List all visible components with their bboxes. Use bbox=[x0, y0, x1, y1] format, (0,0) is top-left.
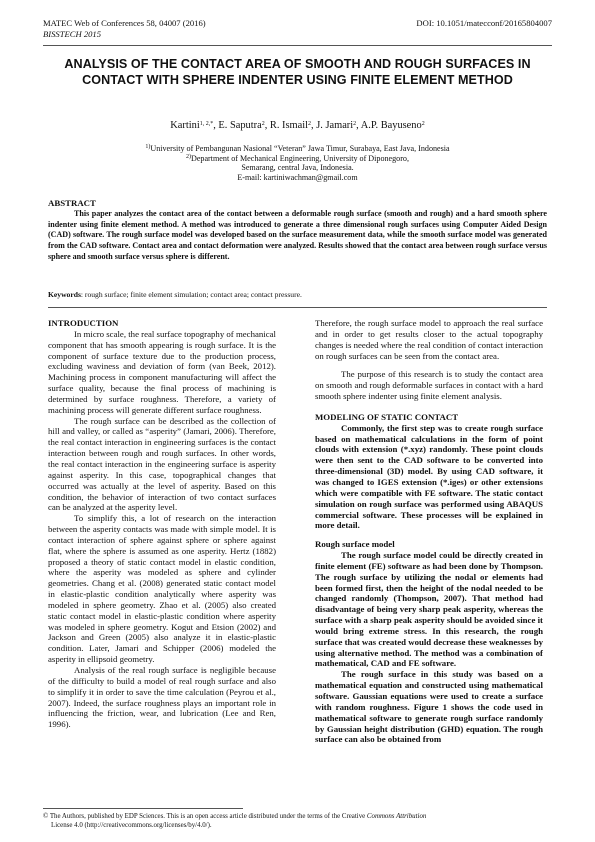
journal-citation: MATEC Web of Conferences 58, 04007 (2016) bbox=[43, 18, 206, 28]
paragraph: Commonly, the first step was to create rough surface based on mathematical calculations in the form of point clouds with extension (*.xyz) randomly. These point clouds were then sent to the CAD software to be converted into three-dimensional (3D) model. By using CAD software, it was changed to IGES extension (*.iges) or other extensions which were compatible with FE software. The static contact simulation on rough surface was performed using ABAQUS commercial software. These processes will be explained in more detail. bbox=[315, 422, 543, 531]
section-heading-modeling: MODELING OF STATIC CONTACT bbox=[315, 411, 459, 422]
author-name: Kartini bbox=[170, 120, 200, 131]
paragraph: The rough surface in this study was based on a mathematical equation and constructed using mathematical software. Gaussian equations were used to create a surface with random roughness. Figure 1 shows the code used in mathematical software to generate rough surface randomly by Gaussian height distribution (GHD) equation. The rough surface can also be obtained from bbox=[315, 669, 543, 745]
affiliation-2: $^{2)}$Department of Mechanical Engineering, University of Diponegoro, bbox=[185, 153, 409, 163]
author-name: , R. Ismail bbox=[264, 120, 309, 131]
paragraph: Analysis of the real rough surface is negligible because of the difficulty to build a model of real rough surface and also to simplify it in order to save the time calculation (Peyrou et al., 2007). Indeed, the surface roughness plays an important role in influencing the friction, wear, and lubrication (Lee and Ren, 1996). bbox=[48, 665, 276, 730]
license-url[interactable]: License 4.0 (http://creativecommons.org/licenses/by/4.0/). bbox=[51, 822, 212, 829]
paragraph: To simplify this, a lot of research on the interaction between the asperity contacts was made with simple model. It is contact interaction of sphere against sphere or sphere against flat, where the sphere is assumed as one asperity. Hertz (1882) proposed a theory of static contact model in elastic condition, where the asperity was modeled as sphere and cylinder geometries. Chang et al. (2008) generated static contact model in elastic-plastic condition analytically where asperity was modeled in sphere geometry. Zhao et al. (2005) also created static contact model in elastic-plastic condition where asperity was modeled in sphere geometry. Kogut and Etsion (2002) and Jackson and Green (2005) also analyze it in elastic-plastic condition. Later, Jamari and Schipper (2006) modeled the asperity in ellipsoid geometry. bbox=[48, 513, 276, 665]
footer-divider bbox=[43, 808, 243, 809]
author-superscript: 1, 2,* bbox=[199, 121, 214, 127]
paragraph: The purpose of this research is to study the contact area on smooth and rough deformable surfaces in contact with a hard smooth sphere indenter using finite element analysis. bbox=[315, 369, 543, 402]
author-superscript: 2 bbox=[261, 121, 265, 127]
affiliation-2-city: Semarang, central Java, Indonesia. bbox=[241, 163, 354, 173]
license-link[interactable]: Commons Attribution bbox=[366, 813, 427, 820]
paragraph: The rough surface model could be directly created in finite element (FE) software as had been done by Thompson. The rough surface by utilizing the nodal or elements had been formed first, then the height of the nodal needed to be changed randomly (Thompson, 2007). That method had disadvantage of being very sharp peak asperity, whereas the surface with a sharp peak asperity should be avoided since it would bring extreme stress. In this research, the rough surface that was created would decrease these weaknesses by using alternative method. The method was a combination of mathematical, CAD and FE software. bbox=[315, 550, 543, 669]
author-list bbox=[43, 120, 552, 131]
left-column bbox=[48, 318, 276, 730]
abstract-text: This paper analyzes the contact area of the contact between a deformable rough surface (smooth and rough) and a hard smooth sphere indenter using finite element method. A method was introduced to generate a three dimensional rough surfaces using Computer Aided Design (CAD) software. The rough surface model was developed based on the surface measurement data, while the smooth surface model was generated from the CAD software. Contact area and contact deformation were analyzed. Results showed that the contact area between rough surface versus sphere and smooth surface versus sphere is different. bbox=[48, 209, 547, 261]
affiliation-1: $^{1)}$University of Pembangunan Nasional “Veteran” Jawa Timur, Surabaya, East Java, Indonesia bbox=[145, 144, 450, 153]
author-name: , J. Jamari bbox=[311, 120, 354, 131]
abstract-heading: ABSTRACT bbox=[48, 198, 96, 208]
paragraph: In micro scale, the real surface topography of mechanical component that has smooth appearing is rough surface. It is the component of surface texture due to the production process, excluding waviness and deviation of form (van Beek, 2012). Machining process in component manufacturing will affect the surface quality, because the final process of machining is determined by surface roughness. Therefore, a variety of machining process will generate different surface roughness. bbox=[48, 328, 276, 415]
paragraph: The rough surface can be described as the collection of hill and valley, or called as “asperity” (Jamari, 2006). Therefore, the real contact interaction in engineering surfaces is the contact interaction between rough and rough surfaces. In other words, the real contact interaction in the engineering surface is asperity against asperity. In this case, topographical changes that occurred was actually at the level of asperity. Based on this condition, the behavior of interaction of two contact surfaces can be analyzed at the asperity level. bbox=[48, 415, 276, 513]
author-email[interactable]: E-mail: kartiniwachman@gmail.com bbox=[237, 172, 358, 182]
header-divider bbox=[43, 45, 552, 46]
conference-name: BISSTECH 2015 bbox=[43, 29, 102, 39]
keywords-text: : rough surface; finite element simulation; contact area; contact pressure. bbox=[80, 290, 302, 299]
license-text: © The Authors, published by EDP Sciences. This is an open access article distributed under the terms of the Creative bbox=[43, 813, 367, 820]
abstract-divider bbox=[48, 307, 547, 308]
author-superscript: 2 bbox=[421, 121, 425, 127]
affiliations bbox=[43, 144, 552, 182]
author-superscript: 2 bbox=[308, 121, 312, 127]
keywords bbox=[48, 290, 302, 299]
subsection-heading-rough-surface: Rough surface model bbox=[315, 539, 395, 550]
author-name: , E. Saputra bbox=[213, 120, 262, 131]
right-column bbox=[315, 318, 543, 745]
paragraph: Therefore, the rough surface model to approach the real surface and in order to get results closer to the actual topography changes is needed where the real condition of contact interaction on rough surfaces can be seen from the contact area. bbox=[315, 318, 543, 361]
doi-link[interactable]: DOI: 10.1051/matecconf/20165804007 bbox=[416, 18, 552, 28]
author-superscript: 2 bbox=[353, 121, 357, 127]
license-footer bbox=[43, 812, 552, 830]
section-heading-introduction: INTRODUCTION bbox=[48, 318, 119, 328]
author-name: , A.P. Bayuseno bbox=[356, 120, 422, 131]
running-header-left bbox=[43, 18, 206, 40]
keywords-label: Keywords bbox=[48, 290, 81, 299]
paper-title: ANALYSIS OF THE CONTACT AREA OF SMOOTH AND ROUGH SURFACES IN CONTACT WITH SPHERE INDENTER USING FINITE ELEMENT METHOD bbox=[64, 57, 531, 88]
